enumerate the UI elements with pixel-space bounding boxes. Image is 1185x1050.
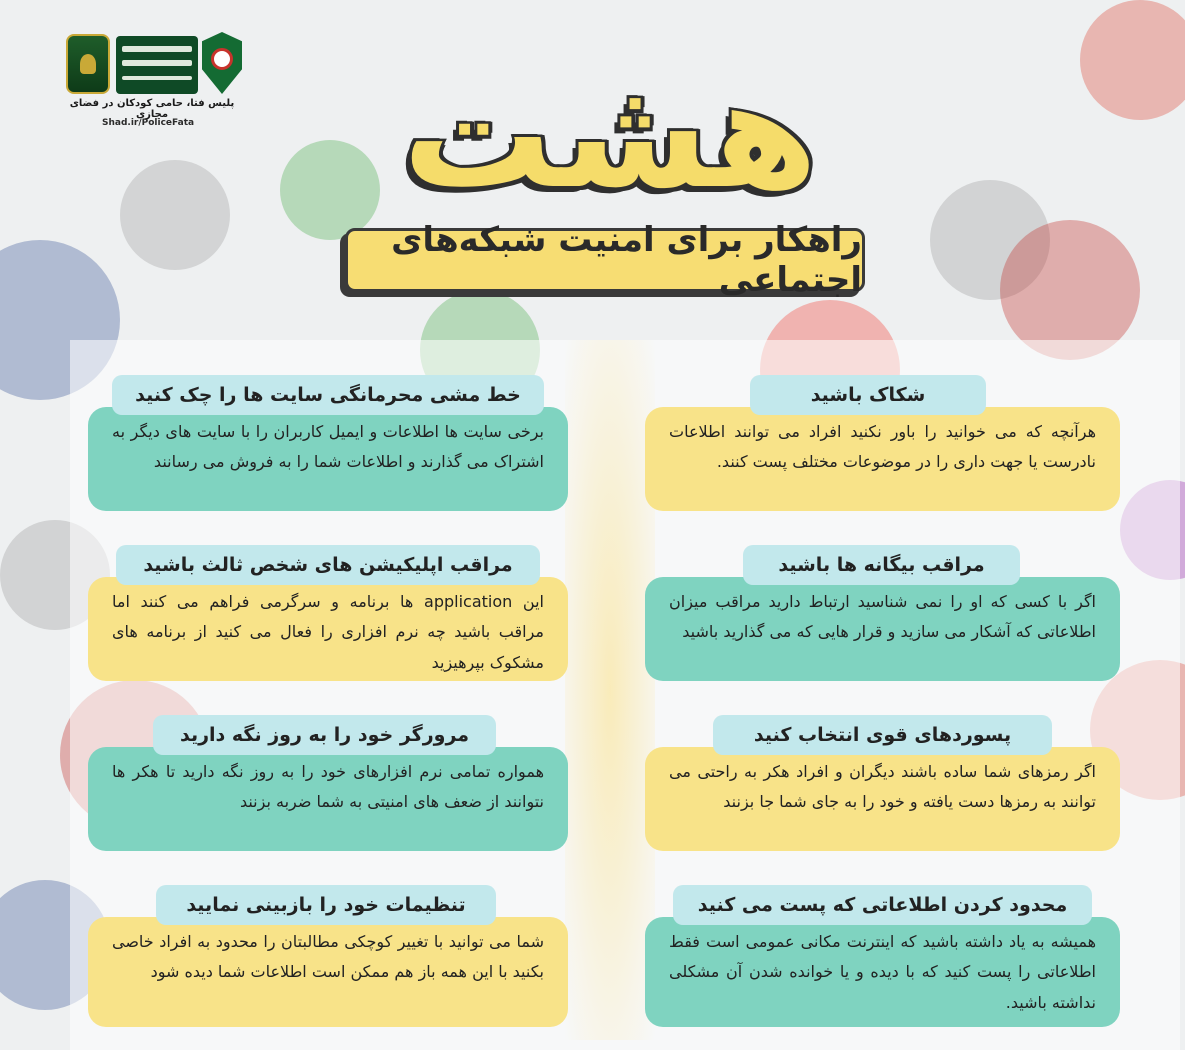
tip-card xyxy=(88,885,568,1030)
tip-card xyxy=(645,375,1120,515)
tip-card xyxy=(88,545,568,685)
tip-title: محدود کردن اطلاعاتی که پست می کنید xyxy=(673,885,1092,925)
tip-body: اگر رمزهای شما ساده باشند دیگران و افراد هکر به راحتی می توانند به رمزها دست یافته و خود را به جای شما جا بزنند xyxy=(645,747,1120,851)
social-icon-bubble xyxy=(1000,220,1140,360)
subtitle: راهکار برای امنیت شبکه‌های اجتماعی xyxy=(345,228,865,292)
tip-title: خط مشی محرمانگی سایت ها را چک کنید xyxy=(112,375,544,415)
tip-body: برخی سایت ها اطلاعات و ایمیل کاربران را با سایت های دیگر به اشتراک می گذارند و اطلاعات شما را به فروش می رسانند xyxy=(88,407,568,511)
tip-body: این application ها برنامه و سرگرمی فراهم می کنند اما مراقب باشید چه نرم افزاری را فعال می کنید از برنامه های مشکوک بپرهیزید xyxy=(88,577,568,681)
police-slogan: پلیس فتا، حامی کودکان در فضای مجازی xyxy=(69,98,235,120)
tip-title: پسوردهای قوی انتخاب کنید xyxy=(713,715,1052,755)
tip-title: مرورگر خود را به روز نگه دارید xyxy=(153,715,496,755)
tip-body: هرآنچه که می خوانید را باور نکنید افراد می توانند اطلاعات نادرست یا جهت داری را در موضوعات مختلف پست کنند. xyxy=(645,407,1120,511)
center-decoration xyxy=(565,340,655,1040)
tip-card xyxy=(645,715,1120,855)
tip-body: همیشه به یاد داشته باشید که اینترنت مکانی عمومی است فقط اطلاعاتی را پست کنید که با دیده و یا خوانده شدن آن مشکلی نداشته باشید. xyxy=(645,917,1120,1027)
kids-logo xyxy=(116,36,198,94)
social-icon-bubble xyxy=(1080,0,1185,120)
tip-title: مراقب اپلیکیشن های شخص ثالث باشید xyxy=(116,545,540,585)
tip-card xyxy=(88,375,568,515)
social-icon-bubble xyxy=(120,160,230,270)
header-logos xyxy=(62,30,242,130)
tip-card xyxy=(88,715,568,855)
tip-card xyxy=(645,885,1120,1030)
tip-title: مراقب بیگانه ها باشید xyxy=(743,545,1020,585)
title-number: هشت xyxy=(402,48,818,222)
tip-body: شما می توانید با تغییر کوچکی مطالبتان را محدود به افراد خاصی بکنید با این همه باز هم ممکن است اطلاعات شما دیده شود xyxy=(88,917,568,1027)
website-link: Shad.ir/PoliceFata xyxy=(102,118,195,128)
tip-title: شکاک باشید xyxy=(750,375,986,415)
tip-card xyxy=(645,545,1120,685)
tip-body: همواره تمامی نرم افزارهای خود را به روز نگه دارید تا هکر ها نتوانند از ضعف های امنیتی به شما ضربه بزنند xyxy=(88,747,568,851)
tip-title: تنظیمات خود را بازبینی نمایید xyxy=(156,885,496,925)
cyber-police-logo xyxy=(202,32,242,94)
police-emblem-logo xyxy=(66,34,110,94)
tip-body: اگر با کسی که او را نمی شناسید ارتباط دارید مراقب میزان اطلاعاتی که آشکار می سازید و قرار هایی که می گذارید باشید xyxy=(645,577,1120,681)
